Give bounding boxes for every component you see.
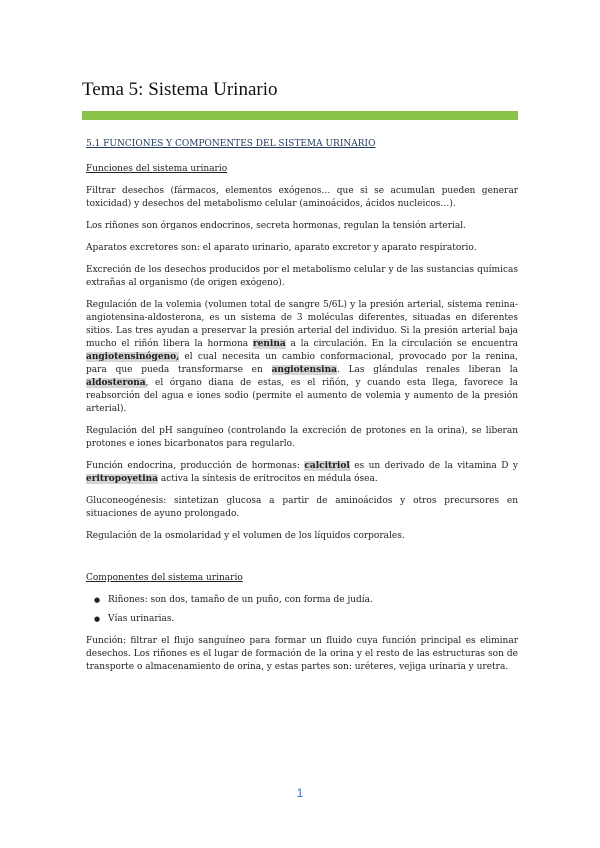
- text-segment: . Las glándulas renales liberan la: [336, 365, 519, 375]
- title-accent-bar: [82, 111, 518, 120]
- functions-heading: Funciones del sistema urinario: [86, 164, 228, 174]
- paragraph-gluconeogenesis: Gluconeogénesis: sintetizan glucosa a partir de aminoácidos y otros precursores en situaciones de ayuno prolongado.: [86, 496, 518, 519]
- section-heading: 5.1 FUNCIONES Y COMPONENTES DEL SISTEMA URINARIO: [86, 139, 376, 149]
- keyword-calcitriol: calcitriol: [304, 461, 350, 471]
- list-item: ● Riñones: son dos, tamaño de un puño, con forma de judía.: [108, 594, 518, 607]
- components-list: [86, 594, 518, 626]
- paragraph-excretion: Excreción de los desechos producidos por el metabolismo celular y de las sustancias químicas extrañas al organismo (de origen exógeno).: [86, 265, 518, 288]
- page-title: Tema 5: Sistema Urinario: [82, 79, 278, 100]
- text-segment: a la circulación. En la circulación se encuentra: [285, 339, 518, 349]
- keyword-angiotensina: angiotensina: [271, 365, 337, 375]
- paragraph-endocrine-kidneys: Los riñones son órganos endocrinos, secreta hormonas, regulan la tensión arterial.: [86, 221, 467, 231]
- paragraph-ph-regulation: Regulación del pH sanguíneo (controlando la excreción de protones en la orina), se liberan protones e iones bicarbonatos para regularlo.: [86, 426, 518, 449]
- keyword-renina: renina: [252, 339, 286, 349]
- paragraph-volemia: [86, 299, 518, 416]
- keyword-angiotensinogeno: angiotensinógeno,: [86, 352, 180, 362]
- components-heading: Componentes del sistema urinario: [86, 573, 243, 583]
- text-segment: activa la síntesis de eritrocitos en médula ósea.: [158, 474, 378, 484]
- keyword-aldosterona: aldosterona: [86, 378, 146, 388]
- paragraph-excretory-systems: Aparatos excretores son: el aparato urinario, aparato excretor y aparato respiratorio.: [86, 243, 477, 253]
- paragraph-filter-waste: Filtrar desechos (fármacos, elementos exógenos… que si se acumulan pueden generar toxicidad) y desechos del metabolismo celular (aminoácidos, ácidos nucleicos…).: [86, 186, 518, 209]
- page-number: 1: [296, 786, 304, 800]
- keyword-eritropoyetina: eritropoyetina: [86, 474, 158, 484]
- paragraph-endocrine-function: [86, 460, 518, 486]
- paragraph-osmolarity: Regulación de la osmolaridad y el volumen de los líquidos corporales.: [86, 531, 405, 541]
- list-item: ● Vías urinarias.: [108, 613, 518, 626]
- text-segment: Función endocrina, producción de hormonas:: [86, 461, 305, 471]
- text-segment: es un derivado de la vitamina D y: [349, 461, 518, 471]
- paragraph-function-summary: Función: filtrar el flujo sanguíneo para formar un fluido cuya función principal es eliminar desechos. Los riñones es el lugar de formación de la orina y el resto de las estructuras son de transporte o almacenamiento de orina, y estas partes son: uréteres, vejiga urinaria y uretra.: [86, 636, 518, 672]
- document-body: [86, 138, 518, 683]
- text-segment: el cual necesita un cambio conformacional, provocado por la renina, para que pueda transformarse en: [86, 352, 518, 375]
- spacer: [86, 552, 518, 572]
- text-segment: , el órgano diana de estas, es el riñón, y cuando esta llega, favorece la reabsorción del agua e iones sodio (permite el aumento de volemia y aumento de la presión arterial).: [86, 378, 518, 414]
- text-segment: Regulación de la volemia (volumen total de sangre 5/6L) y la presión arterial, sistema renina-angiotensina-aldosterona, es un sistema de 3 moléculas diferentes, situadas en diferentes sitios. Las tres ayudan a preservar la presión arterial del individuo. Si la presión arterial baja mucho el riñón libera la hormona: [86, 300, 518, 349]
